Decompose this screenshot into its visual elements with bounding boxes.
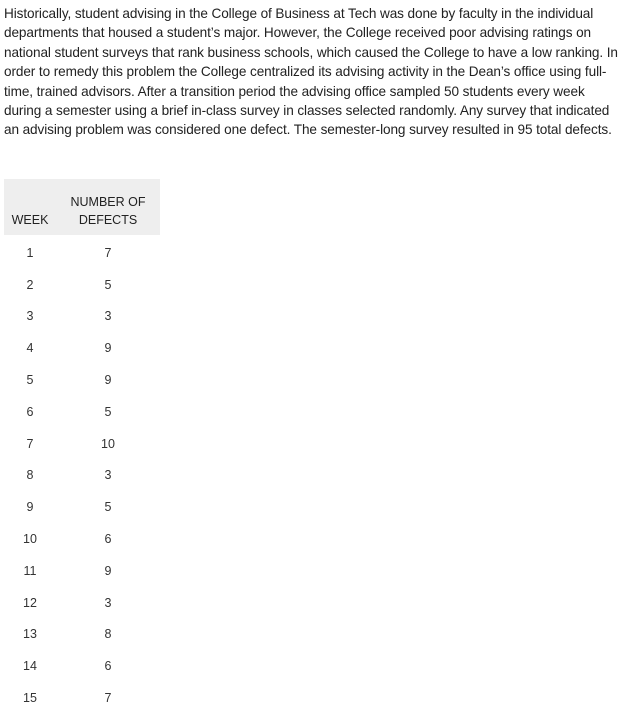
table-row [4, 301, 160, 333]
defects-cell: 9 [104, 563, 112, 578]
defects-header-line1: NUMBER OF [70, 195, 146, 209]
defects-cell: 10 [101, 436, 115, 451]
table-row [4, 587, 160, 619]
table-row [4, 523, 160, 555]
week-cell: 8 [26, 468, 34, 483]
week-cell: 4 [26, 341, 34, 356]
defects-column-header [56, 179, 160, 235]
defects-cell: 9 [104, 341, 112, 356]
defects-cell: 5 [104, 277, 112, 292]
table-row [4, 428, 160, 460]
table-row [4, 650, 160, 682]
week-cell: 11 [23, 563, 37, 578]
week-column-header: WEEK [4, 179, 56, 235]
defects-cell: 7 [104, 691, 112, 706]
defects-cell: 6 [104, 659, 112, 674]
defects-cell: 5 [104, 500, 112, 515]
week-cell: 6 [26, 404, 34, 419]
table-row [4, 555, 160, 587]
week-cell: 13 [23, 627, 37, 642]
table-row [4, 491, 160, 523]
week-cell: 15 [23, 691, 37, 706]
table-row [4, 460, 160, 492]
defects-cell: 9 [104, 373, 112, 388]
defects-cell: 5 [104, 404, 112, 419]
problem-description: Historically, student advising in the College of Business at Tech was done by faculty in the individual departments that housed a student’s major. However, the College received poor advising ratings on national student surveys that rank business schools, which caused the College to have a low ranking. In order to remedy this problem the College centralized its advising activity in the Dean’s office using full-time, trained advisors. After a transition period the advising office sampled 50 students every week during a semester using a brief in-class survey in classes selected randomly. Any survey that indicated an advising problem was considered one defect. The semester-long survey resulted in 95 total defects. [4, 6, 618, 138]
defects-table [4, 179, 160, 714]
table-row [4, 396, 160, 428]
table-row [4, 332, 160, 364]
defects-header-line2: DEFECTS [78, 213, 138, 227]
table-row [4, 682, 160, 714]
defects-cell: 7 [104, 245, 112, 260]
week-cell: 3 [26, 309, 34, 324]
week-cell: 7 [26, 436, 34, 451]
table-row [4, 235, 160, 269]
defects-cell: 3 [104, 468, 112, 483]
week-cell: 2 [26, 277, 34, 292]
defects-cell: 3 [104, 309, 112, 324]
week-cell: 5 [26, 373, 34, 388]
week-cell: 10 [23, 532, 37, 547]
table-row [4, 269, 160, 301]
table-row [4, 364, 160, 396]
week-cell: 14 [23, 659, 37, 674]
table-row [4, 619, 160, 651]
defects-cell: 3 [104, 595, 112, 610]
defects-cell: 8 [104, 627, 112, 642]
week-cell: 9 [26, 500, 34, 515]
week-cell: 12 [23, 595, 37, 610]
week-cell: 1 [26, 245, 34, 260]
defects-cell: 6 [104, 532, 112, 547]
table-header-row [4, 179, 160, 235]
